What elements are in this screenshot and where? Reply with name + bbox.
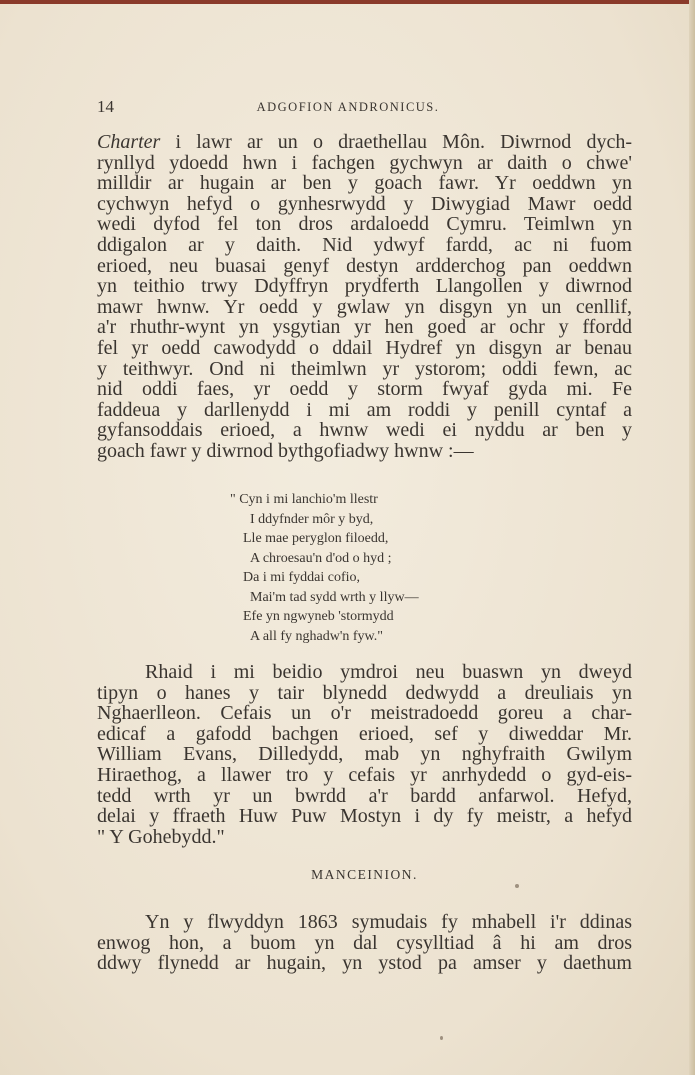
paper-speck <box>515 884 519 888</box>
italic-word-charter: Charter <box>97 131 161 153</box>
paragraph-1-line-6: ddigalon ar y daith. Nid ydwyf fardd, ac ni fuom <box>97 233 632 256</box>
paragraph-1-line-8: yn teithio trwy Ddyffryn prydferth Llangollen y diwrnod <box>97 275 632 298</box>
paragraph-1-line-16: goach fawr y diwrnod bythgofiadwy hwnw :— <box>97 439 474 462</box>
paragraph-1-line-14: faddeua y darllenydd i mi am roddi y penill cyntaf a <box>97 398 632 421</box>
paragraph-2-line-1: Rhaid i mi beidio ymdroi neu buaswn yn dweyd <box>145 661 632 683</box>
page-right-edge <box>689 0 695 1075</box>
poem-line-6: Mai'm tad sydd wrth y llyw— <box>250 589 419 605</box>
paragraph-1-line-4: cychwyn hefyd o gynhesrwydd y Diwygiad Mawr oedd <box>97 192 632 215</box>
paragraph-1-line-12: y teithwyr. Ond ni theimlwn yr ystorom; oddi fewn, ac <box>97 357 632 380</box>
paragraph-1-line-13: nid oddi faes, yr oedd y storm fwyaf gyda mi. Fe <box>97 378 632 401</box>
poem-line-2: I ddyfnder môr y byd, <box>250 511 374 527</box>
paragraph-2-line-3: Nghaerlleon. Cefais un o'r meistradoedd goreu a char- <box>97 702 632 725</box>
paragraph-2-line-8: delai y ffraeth Huw Puw Mostyn i dy fy meistr, a hefyd <box>97 805 632 828</box>
page-header <box>97 97 599 119</box>
page-top-edge <box>0 0 695 4</box>
page-number: 14 <box>97 97 114 116</box>
paragraph-2-line-5: William Evans, Dilledydd, mab yn nghyfraith Gwilym <box>97 743 632 766</box>
paragraph-1-line-1 <box>97 132 632 153</box>
paragraph-1 <box>97 132 632 462</box>
poem-line-1: " Cyn i mi lanchio'm llestr <box>230 492 378 507</box>
paragraph-2-line-2: tipyn o hanes y tair blynedd dedwydd a dreuliais yn <box>97 681 632 704</box>
paragraph-2 <box>97 662 632 847</box>
poem-line-3: Lle mae peryglon filoedd, <box>243 531 389 546</box>
paper-speck <box>440 1036 443 1040</box>
paragraph-1-line-9: mawr hwnw. Yr oedd y gwlaw yn disgyn yn un cenllif, <box>97 295 632 318</box>
paragraph-2-line-7: tedd wrth yr un bwrdd a'r bardd anfarwol. Hefyd, <box>97 784 632 807</box>
paragraph-3-line-1: Yn y flwyddyn 1863 symudais fy mhabell i'r ddinas <box>145 911 632 933</box>
paragraph-3-line-3: ddwy flynedd ar hugain, yn ystod pa amser y daethum <box>97 952 632 975</box>
paragraph-1-line-15: gyfansoddais erioed, a hwnw wedi ei nyddu ar ben y <box>97 419 632 442</box>
paragraph-1-line-1-text: i lawr ar un o draethellau Môn. Diwrnod dych- <box>175 131 632 153</box>
paragraph-1-line-10: a'r rhuthr-wynt yn ysgytian yr hen goed ar ochr y ffordd <box>97 316 632 339</box>
poem-line-5: Da i mi fyddai cofio, <box>243 570 361 585</box>
poem-stanza <box>230 490 520 646</box>
paragraph-3 <box>97 912 632 974</box>
paragraph-3-line-2: enwog hon, a buom yn dal cysylltiad â hi am dros <box>97 931 632 954</box>
paragraph-1-line-7: erioed, neu buasai genyf destyn ardderchog pan oeddwn <box>97 254 632 277</box>
poem-line-7: Efe yn ngwyneb 'stormydd <box>243 609 394 624</box>
paragraph-1-line-2: rynllyd ydoedd hwn i fachgen gychwyn ar daith o chwe' <box>97 151 632 174</box>
poem-line-4: A chroesau'n d'od o hyd ; <box>250 550 392 566</box>
paragraph-2-line-4: edicaf a gafodd bachgen erioed, sef y diweddar Mr. <box>97 722 632 745</box>
paragraph-2-line-9: " Y Gohebydd." <box>97 825 225 848</box>
paragraph-1-line-5: wedi dyfod fel ton dros ardaloedd Cymru. Teimlwn yn <box>97 213 632 236</box>
paragraph-1-line-3: milldir ar hugain ar ben y goach fawr. Yr oeddwn yn <box>97 172 632 195</box>
section-heading: MANCEINION. <box>311 867 418 882</box>
paragraph-2-line-6: Hiraethog, a llawer tro y cefais yr anrhydedd o gyd-eis- <box>97 763 632 786</box>
poem-line-8: A all fy nghadw'n fyw." <box>250 628 383 644</box>
running-head: ADGOFION ANDRONICUS. <box>256 100 440 114</box>
paragraph-1-line-11: fel yr oedd cawodydd o ddail Hydref yn disgyn ar benau <box>97 336 632 359</box>
